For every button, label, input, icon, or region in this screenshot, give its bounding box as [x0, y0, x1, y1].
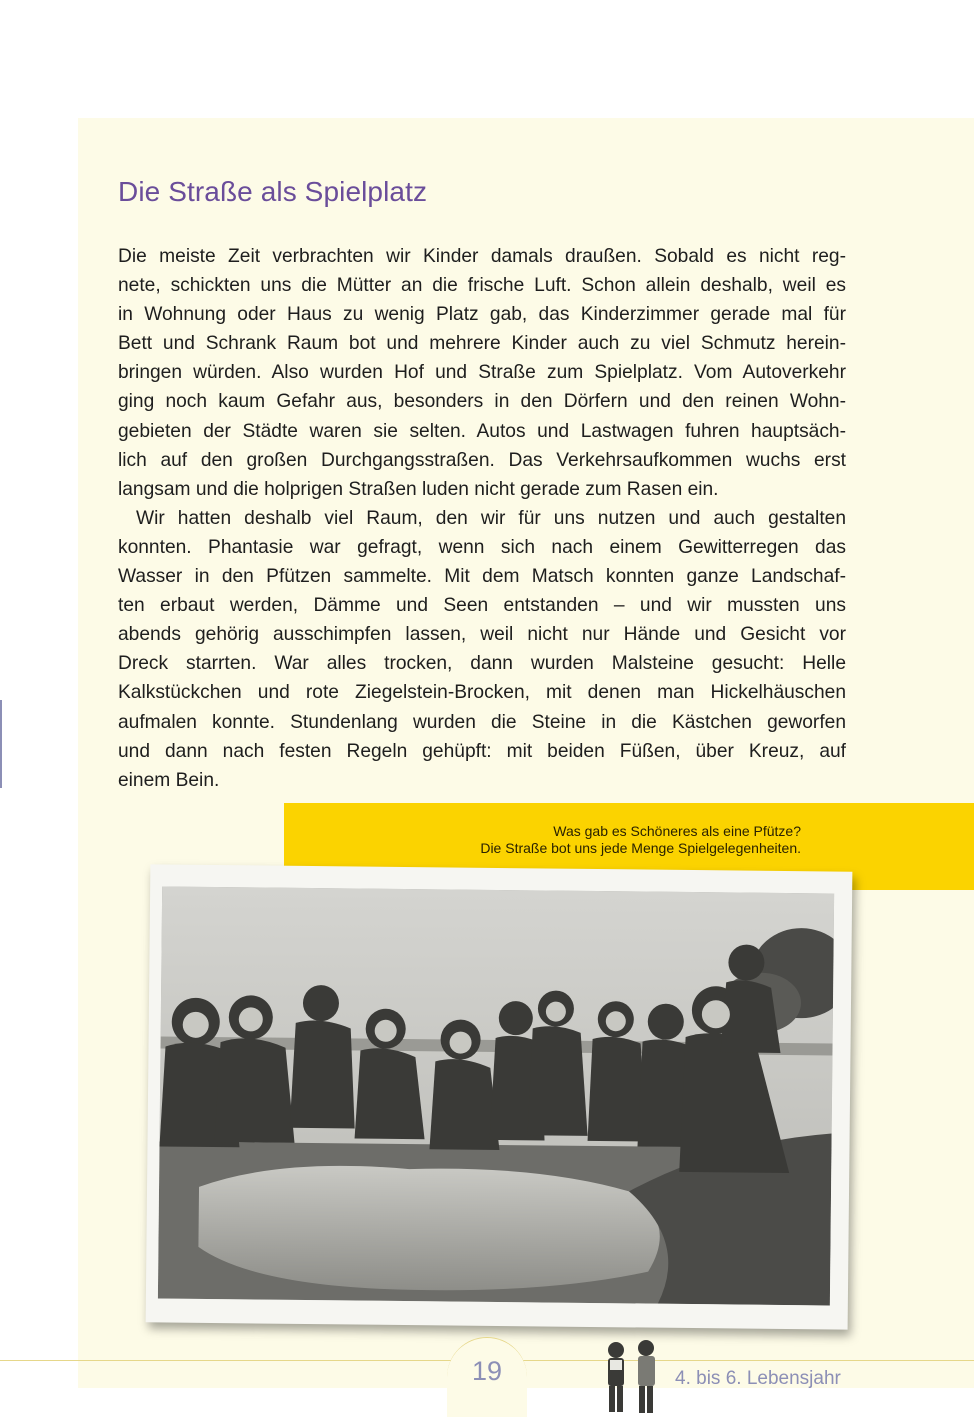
two-children-figure: [596, 1338, 668, 1416]
text-line: abends gehörig ausschimpfen lassen, weil nicht nur Hände und Gesicht vor: [118, 624, 846, 646]
edge-marker: [0, 700, 2, 788]
text-line: Wasser in den Pfützen sammelte. Mit dem Matsch konnten ganze Landschaf-: [118, 566, 846, 588]
photo-caption: [480, 823, 801, 857]
text-line: langsam und die holprigen Straßen luden nicht gerade zum Rasen ein.: [118, 478, 719, 500]
text-line: bringen würden. Also wurden Hof und Straße zum Spielplatz. Vom Autoverkehr: [118, 362, 846, 384]
text-line: ten erbaut werden, Dämme und Seen entstanden – und wir mussten uns: [118, 595, 846, 617]
children-around-puddle-photo: [158, 886, 834, 1305]
text-line: Die meiste Zeit verbrachten wir Kinder damals draußen. Sobald es nicht reg-: [118, 246, 846, 267]
body-text: [118, 242, 846, 795]
text-line: gebieten der Städte waren sie selten. Autos und Lastwagen fuhren hauptsäch-: [118, 420, 846, 442]
page-number: 19: [471, 1356, 503, 1386]
photo-illustration: [158, 886, 834, 1305]
text-line: lich auf den großen Durchgangsstraßen. Das Verkehrsaufkommen wuchs erst: [118, 449, 846, 471]
text-line: einem Bein.: [118, 769, 220, 791]
text-line: Bett und Schrank Raum bot und mehrere Kinder auch zu viel Schmutz herein-: [118, 333, 846, 355]
text-line: nete, schickten uns die Mütter an die frische Luft. Schon allein deshalb, weil es: [118, 275, 846, 297]
text-line: und dann nach festen Regeln gehüpft: mit beiden Füßen, über Kreuz, auf: [118, 740, 846, 762]
caption-line: Die Straße bot uns jede Menge Spielgelegenheiten.: [480, 840, 801, 856]
caption-line: Was gab es Schöneres als eine Pfütze?: [553, 823, 801, 839]
text-line: ging noch kaum Gefahr aus, besonders in den Dörfern und den reinen Wohn-: [118, 391, 846, 413]
text-line: aufmalen konnte. Stundenlang wurden die Steine in die Kästchen geworfen: [118, 711, 846, 733]
text-line: Kalkstückchen und rote Ziegelstein-Brocken, mit denen man Hickelhäuschen: [118, 682, 846, 704]
page-title: Die Straße als Spielplatz: [118, 176, 428, 207]
text-line: Dreck starrten. War alles trocken, dann wurden Malsteine gesucht: Helle: [118, 653, 846, 675]
section-label: 4. bis 6. Lebensjahr: [675, 1368, 841, 1389]
text-line: konnten. Phantasie war gefragt, wenn sich nach einem Gewitterregen das: [118, 536, 846, 558]
text-line: in Wohnung oder Haus zu wenig Platz gab, das Kinderzimmer gerade mal für: [118, 304, 846, 326]
photo-frame: [146, 864, 853, 1329]
text-line: Wir hatten deshalb viel Raum, den wir für uns nutzen und auch gestalten: [136, 507, 846, 529]
